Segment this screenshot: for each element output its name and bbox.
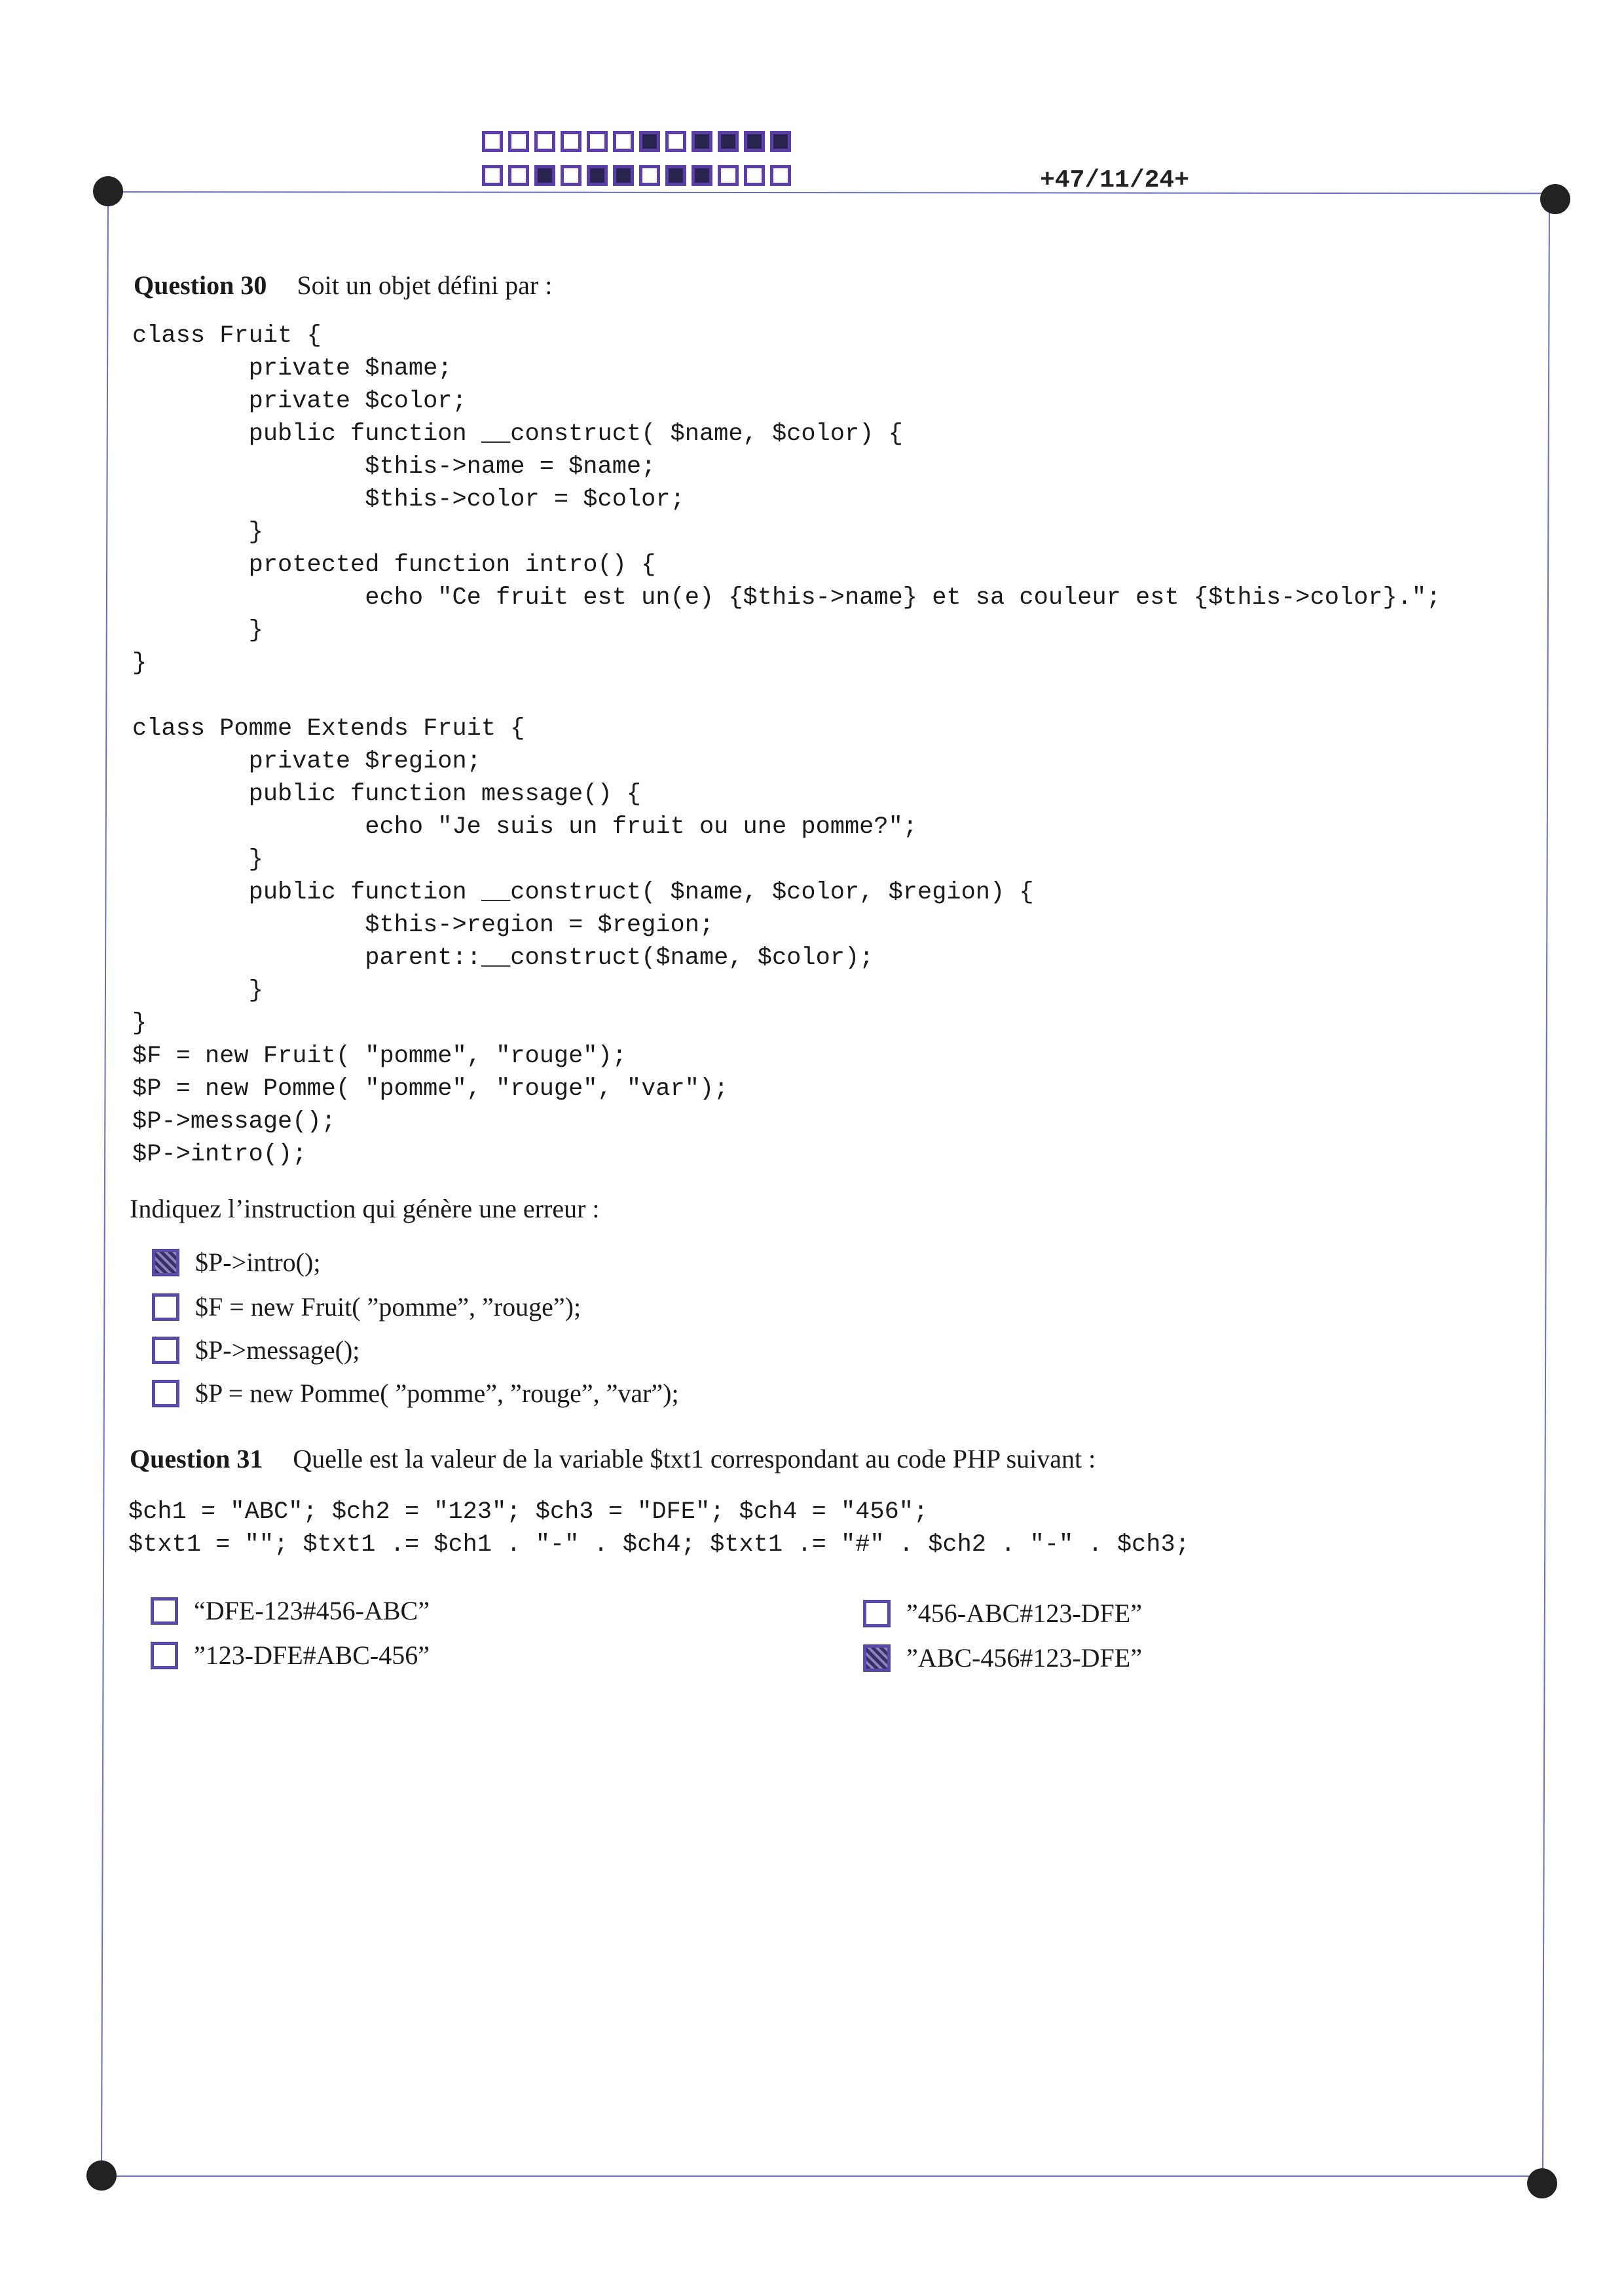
id-box [744,165,765,186]
q30-choice-1-label: $P->intro(); [195,1248,321,1277]
question-31-intro: Quelle est la valeur de la variable $txt1 correspondant au code PHP suivant : [293,1444,1096,1473]
question-31-code: $ch1 = "ABC"; $ch2 = "123"; $ch3 = "DFE"; $ch4 = "456"; $txt1 = ""; $txt1 .= $ch1 . "-" . $ch4; $txt1 .= "#" . $ch2 . "-" . $ch3; [128,1498,1190,1559]
q31-choice-2[interactable] [151,1640,430,1671]
question-31-label: Question 31 [130,1444,263,1473]
corner-mark-top-right [1540,184,1570,214]
id-box [770,165,791,186]
frame-left-line [101,191,109,2176]
q30-choice-3-label: $P->message(); [195,1335,360,1365]
question-30-prompt: Indiquez l’instruction qui génère une erreur : [130,1194,600,1223]
q31-choice-3[interactable] [863,1598,1142,1629]
q31-choice-4-checkbox[interactable] [863,1644,891,1672]
frame-top-line [108,191,1555,194]
id-box [639,131,660,152]
question-30-header [134,270,552,301]
q31-choice-3-label: ”456-ABC#123-DFE” [906,1599,1142,1628]
id-box [482,131,503,152]
id-box [639,165,660,186]
q30-choice-1-checkbox[interactable] [152,1249,179,1276]
frame-right-line [1542,199,1550,2176]
id-box [665,165,686,186]
id-box [561,165,581,186]
q30-choice-2[interactable] [152,1291,581,1322]
id-box-row-2 [482,165,796,186]
question-30-label: Question 30 [134,270,267,300]
id-box [508,131,529,152]
id-box [534,165,555,186]
question-30-intro: Soit un objet défini par : [297,270,553,300]
q31-choice-1-label: “DFE-123#456-ABC” [194,1596,430,1625]
id-box [561,131,581,152]
id-box [613,131,634,152]
q31-choice-4[interactable] [863,1642,1142,1673]
q30-choice-3[interactable] [152,1335,360,1365]
q31-choice-3-checkbox[interactable] [863,1600,891,1627]
id-box [482,165,503,186]
id-box [587,165,608,186]
q30-choice-2-label: $F = new Fruit( ”pomme”, ”rouge”); [195,1292,581,1322]
corner-mark-bottom-right [1527,2168,1557,2198]
id-box [744,131,765,152]
frame-bottom-line [101,2176,1542,2177]
q30-choice-1[interactable] [152,1247,320,1278]
q31-choice-2-checkbox[interactable] [151,1642,178,1669]
id-box [508,165,529,186]
id-box [665,131,686,152]
id-box [692,165,712,186]
q31-choice-1-checkbox[interactable] [151,1597,178,1625]
q30-choice-2-checkbox[interactable] [152,1293,179,1321]
q30-choice-3-checkbox[interactable] [152,1337,179,1364]
id-box [587,131,608,152]
q31-choice-1[interactable] [151,1595,430,1626]
question-31-header [130,1443,1096,1474]
q30-choice-4-checkbox[interactable] [152,1380,179,1407]
id-box [718,165,739,186]
id-box [613,165,634,186]
page-id-code: +47/11/24+ [1040,166,1190,194]
id-box [718,131,739,152]
q31-choice-4-label: ”ABC-456#123-DFE” [906,1643,1142,1673]
q31-choice-2-label: ”123-DFE#ABC-456” [194,1640,430,1670]
id-box [692,131,712,152]
q30-choice-4-label: $P = new Pomme( ”pomme”, ”rouge”, ”var”); [195,1379,679,1408]
id-box-row-1 [482,131,796,152]
corner-mark-bottom-left [86,2160,117,2191]
q30-choice-4[interactable] [152,1378,679,1409]
id-box [770,131,791,152]
id-box [534,131,555,152]
corner-mark-top-left [93,176,123,206]
question-30-code: class Fruit { private $name; private $color; public function __construct( $name, $color) { $this->name = $name; $this->color = $color; } protected function intro() { echo "Ce fruit est un(e) {$this->name} et sa couleur est {$this->color}."; } } class Pomme Extends Fruit { private $region; public function message() { echo "Je suis un fruit ou une pomme?"; } public function __construct( $name, $color, $region) { $this->region = $region; parent::__construct($name, $color); } } $F = new Fruit( "pomme", "rouge"); $P = new Pomme( "pomme", "rouge", "var"); $P->message(); $P->intro(); [132,322,1441,1168]
